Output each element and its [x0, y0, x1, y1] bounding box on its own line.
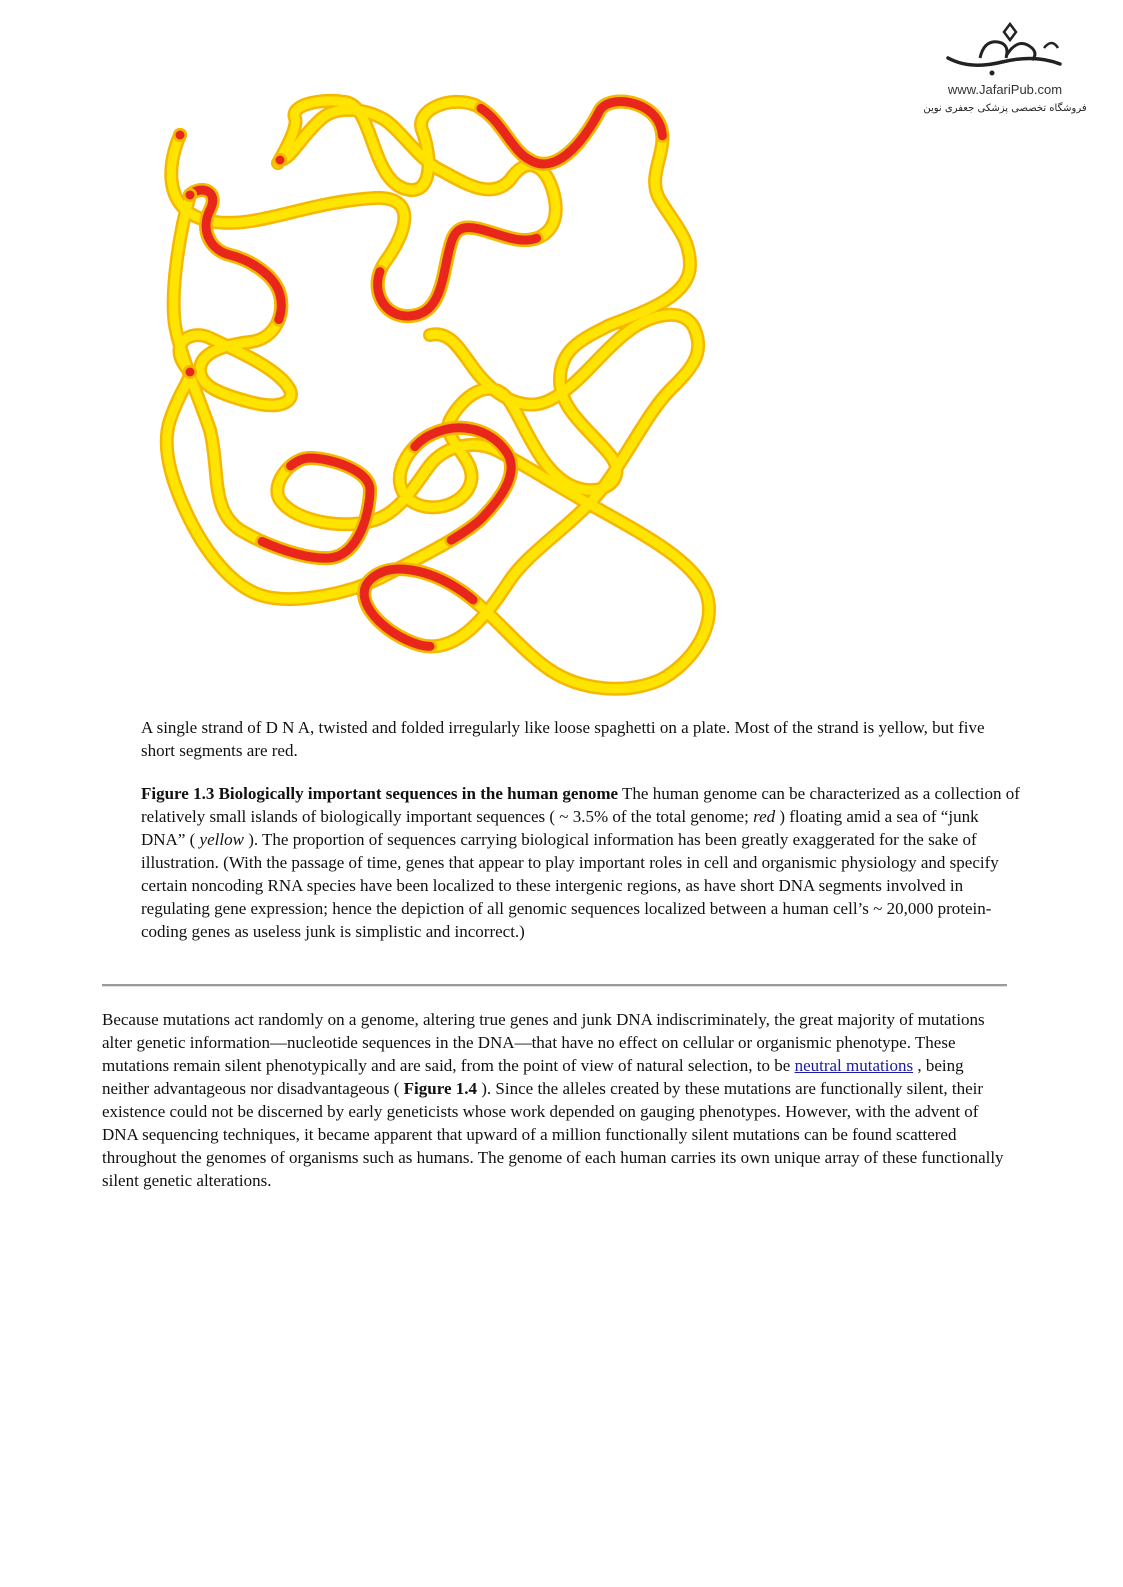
- body-paragraph: [102, 1008, 1012, 1192]
- figure-1-4-ref: Figure 1.4: [403, 1079, 478, 1098]
- body-text-3: ). Since the alleles created by these mutations are functionally silent, their existence could not be discerned by early geneticists whose work depended on gauging phenotypes. However, with the advent of DNA sequencing techniques, it became apparent that upward of a million functionally silent mutations can be found scattered throughout the genomes of organisms such as humans. The genome of each human carries its own unique array of these functionally silent genetic alterations.: [102, 1079, 1004, 1190]
- dna-strand: [167, 101, 709, 689]
- body-text-1: Because mutations act randomly on a genome, altering true genes and junk DNA indiscriminately, the great majority of mutations alter genetic information—nucleotide sequences in the DNA—that have no effect on cellular or organismic phenotype. These mutations remain silent phenotypically and are said, from the point of view of natural selection, to be: [102, 1010, 985, 1075]
- neutral-mutations-link[interactable]: neutral mutations: [794, 1056, 914, 1075]
- body-text-2: , being neither advantageous nor disadvantageous (: [102, 1056, 964, 1098]
- strand-outline: [167, 101, 709, 689]
- publisher-logo: [910, 18, 1100, 128]
- caption-text-3: ). The proportion of sequences carrying biological information has been greatly exaggerated for the sake of illustration. (With the passage of time, genes that appear to play important roles in cell and organismic physiology and specify certain noncoding RNA species have been localized to these intergenic regions, as have short DNA segments involved in regulating gene expression; hence the depiction of all genomic sequences localized between a human cell’s ~ 20,000 protein-coding genes as useless junk is simplistic and incorrect.): [141, 830, 999, 941]
- caption-title: Figure 1.3 Biologically important sequences in the human genome: [141, 784, 619, 803]
- section-divider: [102, 984, 1007, 987]
- caption-red-word: red: [753, 807, 776, 826]
- dna-strand-figure: [130, 90, 750, 710]
- figure-caption: [141, 782, 1021, 943]
- logo-url: www.JafariPub.com: [947, 82, 1063, 97]
- caption-text-2: ) floating amid a sea of “junk DNA” (: [141, 807, 979, 849]
- figure-alt-text: A single strand of D N A, twisted and folded irregularly like loose spaghetti on a plate. Most of the strand is yellow, but five short segments are red.: [141, 718, 985, 760]
- caption-yellow-word: yellow: [199, 830, 244, 849]
- caption-text-1: The human genome can be characterized as a collection of relatively small islands of biologically important sequences ( ~ 3.5% of the total genome;: [141, 784, 1020, 826]
- logo-subtitle: فروشگاه تخصصی پزشکی جعفری نوین: [923, 103, 1087, 114]
- calligraphy-logo-icon: [940, 18, 1070, 80]
